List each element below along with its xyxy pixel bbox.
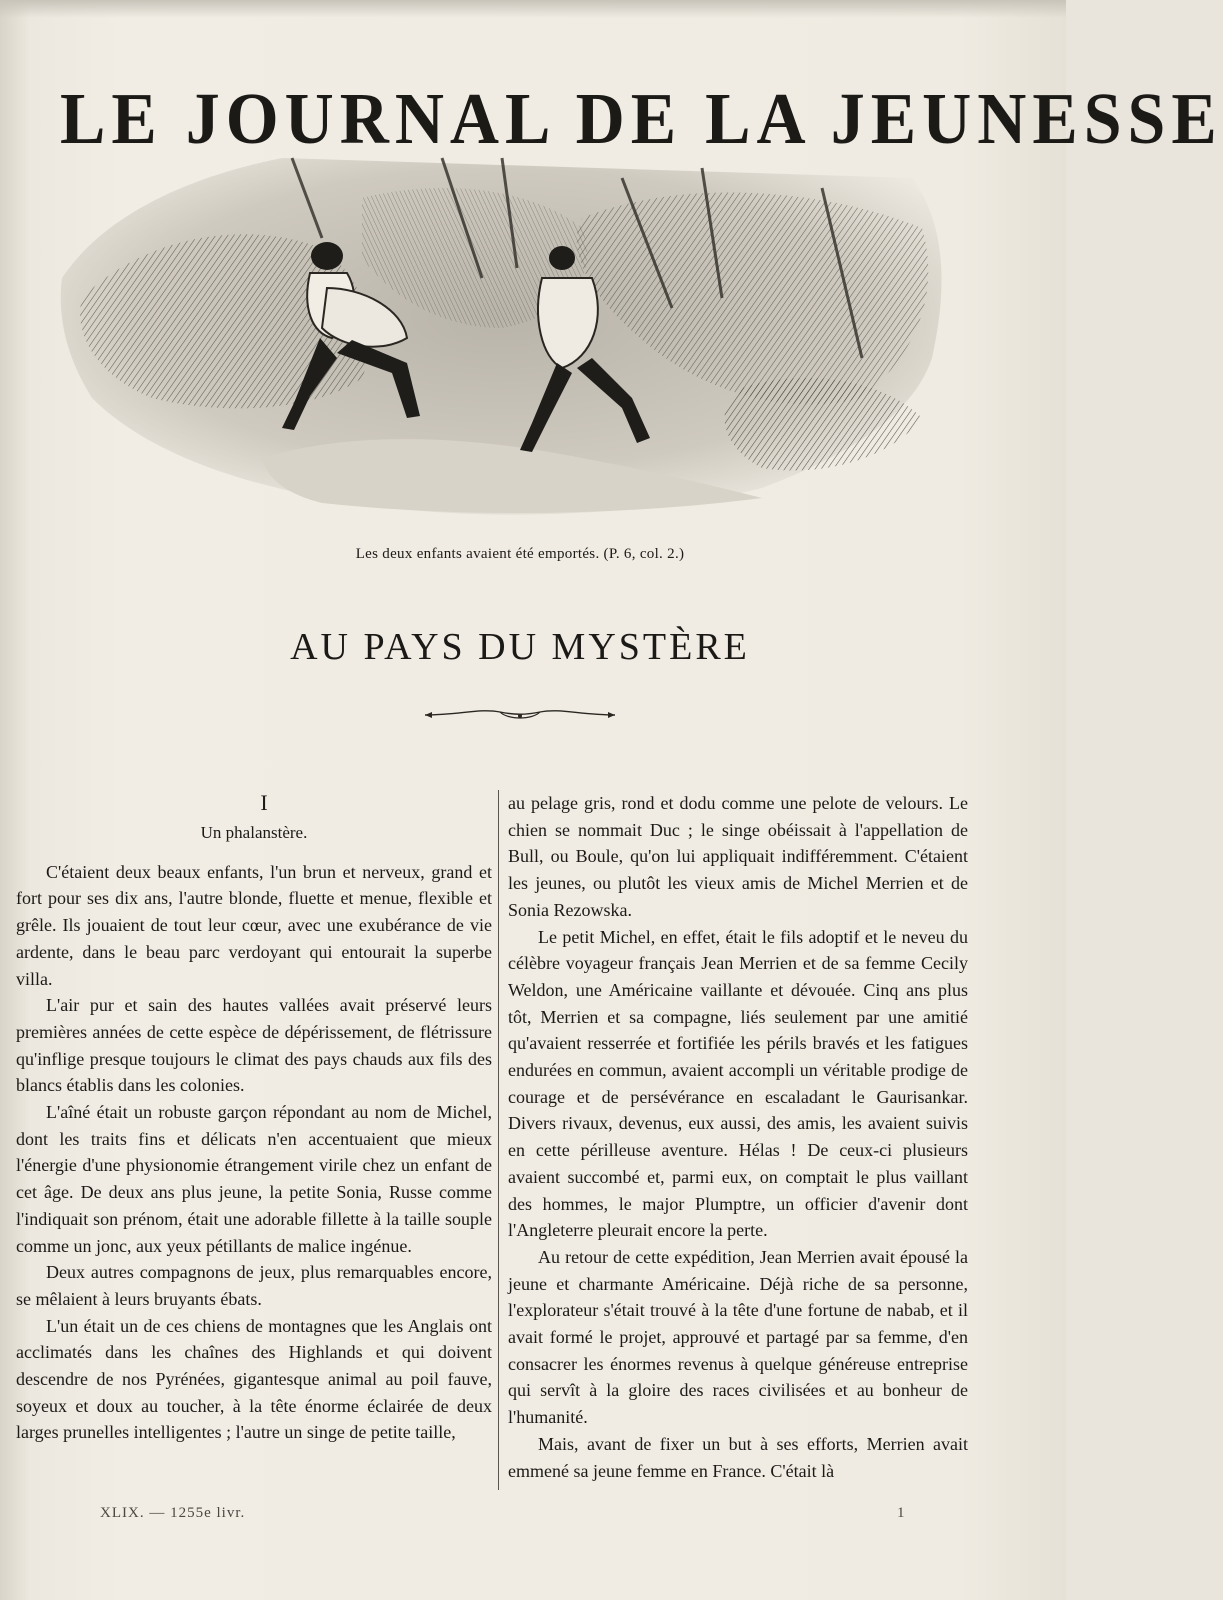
journal-masthead: LE JOURNAL DE LA JEUNESSE <box>60 76 1223 160</box>
paragraph: L'aîné était un robuste garçon répondant au nom de Michel, dont les traits fins et délicats n'en accentuaient que mieux l'énergie d'une physionomie étrangement virile chez un enfant de cet âge. De deux ans plus jeune, la petite Sonia, Russe comme l'indiquait son prénom, était une adorable fillette à la taille souple comme un jonc, aux yeux pétillants de malice ingénue. <box>16 1102 492 1256</box>
paragraph: Le petit Michel, en effet, était le fils adoptif et le neveu du célèbre voyageur français Jean Merrien et de sa femme Cecily Weldon, une Américaine vaillante et dévouée. Cinq ans plus tôt, Merrien et sa compagne, liés seulement par une amitié qu'avaient resserrée et fortifiée les périls bravés et les fatigues endurées en commun, avaient accompli un véritable prodige de courage et de persévérance en escaladant le Gaurisankar. Divers rivaux, devenus, eux aussi, des amis, les avaient suivis en cette périlleuse aventure. Hélas ! De ceux-ci plusieurs avaient succombé et, parmi eux, on comptait le plus vaillant des hommes, le major Plumptre, un officier d'avenir dont l'Angleterre pleurait encore la perte. <box>508 926 968 1241</box>
paragraph: L'un était un de ces chiens de montagnes que les Anglais ont acclimatés dans les chaînes des Highlands et qui doivent descendre de nos Pyrénées, gigantesque animal au poil fauve, soyeux et doux au toucher, à la tête énorme éclairée de deux larges prunelles intelligentes ; l'autre un singe de petite taille, <box>16 1315 492 1443</box>
paragraph: Au retour de cette expédition, Jean Merrien avait épousé la jeune et charmante Américaine. Déjà riche de sa personne, l'explorateur s'était trouvé à la tête d'une fortune de nabab, et il avait formé le projet, approuvé et partagé par sa femme, d'en consacrer les énormes revenus à quelque généreuse entreprise qui servît à la gloire des races civilisées et au bonheur de l'humanité. <box>508 1246 968 1428</box>
page-top-shadow <box>0 0 1066 18</box>
chapter-title: Un phalanstère. <box>200 823 308 842</box>
paragraph: C'étaient deux beaux enfants, l'un brun et nerveux, grand et fort pour ses dix ans, l'autre blonde, fluette et menue, flexible et grêle. Ils jouaient de tout leur cœur, avec une exubérance de vie ardente, dans le beau parc verdoyant qui entourait la superbe villa. <box>16 861 492 989</box>
issue-number: XLIX. — 1255e livr. <box>100 1505 246 1521</box>
right-column <box>508 790 968 1484</box>
story-title: AU PAYS DU MYSTÈRE <box>290 626 750 668</box>
paragraph: L'air pur et sain des hautes vallées avait préservé leurs premières années de cette espèce de dépérissement, de flétrissure qu'inflige presque toujours le climat des pays chauds aux fils des blancs établis dans les colonies. <box>16 995 492 1096</box>
engraving-illustration <box>62 158 950 522</box>
paragraph-continuation: au pelage gris, rond et dodu comme une pelote de velours. Le chien se nommait Duc ; le singe obéissait à l'appellation de Bull, ou Boule, qu'on lui appliquait indifféremment. C'étaient les jeunes, ou plutôt les vieux amis de Michel Merrien et de Sonia Rezowska. <box>508 793 968 920</box>
column-divider <box>498 790 499 1490</box>
paragraph: Mais, avant de fixer un but à ses efforts, Merrien avait emmené sa jeune femme en France. C'était là <box>508 1433 968 1481</box>
chapter-number: I <box>260 790 268 815</box>
left-column <box>16 790 492 1446</box>
page-number: 1 <box>897 1505 905 1521</box>
paragraph: Deux autres compagnons de jeux, plus remarquables encore, se mêlaient à leurs bruyants ébats. <box>16 1262 492 1309</box>
title-ornament <box>420 704 620 726</box>
illustration-caption: Les deux enfants avaient été emportés. (P. 6, col. 2.) <box>355 546 685 562</box>
